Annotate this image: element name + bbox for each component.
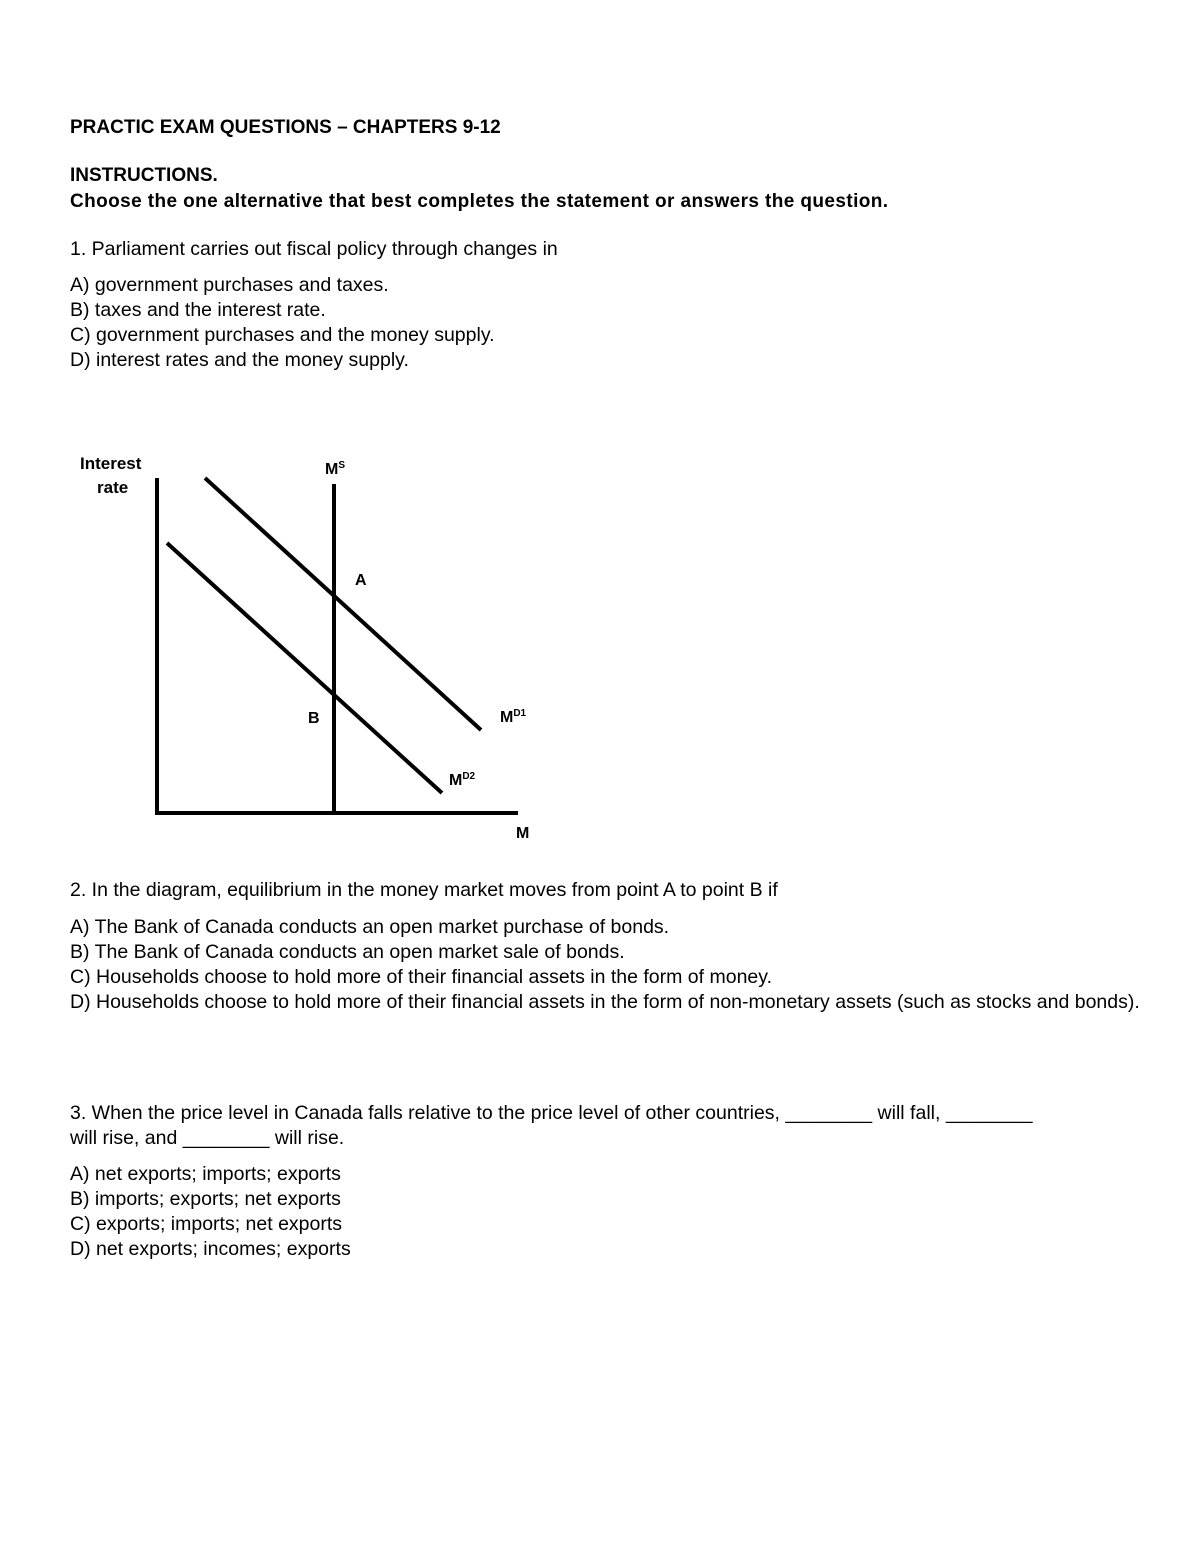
- y-axis-label-line2: rate: [97, 478, 129, 497]
- option-a: A) The Bank of Canada conducts an open market purchase of bonds.: [70, 916, 670, 938]
- y-axis-label-line1: Interest: [80, 454, 142, 473]
- x-axis-label: M: [516, 825, 530, 842]
- money-demand-1-line: [205, 478, 481, 730]
- point-a-label: A: [355, 572, 367, 589]
- question-3-text: 3. When the price level in Canada falls relative to the price level of other countries, ________ will fall, ________ will rise, and ________ will rise.: [70, 1102, 1033, 1149]
- option-a: A) government purchases and taxes.: [70, 274, 389, 296]
- question-1-text: 1. Parliament carries out fiscal policy through changes in: [70, 238, 558, 260]
- option-c: C) exports; imports; net exports: [70, 1213, 343, 1235]
- option-b: B) imports; exports; net exports: [70, 1188, 341, 1210]
- option-d: D) interest rates and the money supply.: [70, 349, 409, 371]
- point-b-label: B: [308, 710, 320, 727]
- instructions-heading: INSTRUCTIONS.: [70, 165, 218, 186]
- option-c: C) Households choose to hold more of their financial assets in the form of money.: [70, 966, 772, 988]
- question-2-text: 2. In the diagram, equilibrium in the money market moves from point A to point B if: [70, 879, 778, 901]
- question-3-options: [70, 1162, 351, 1262]
- money-supply-label: $M^S$: [325, 460, 345, 478]
- option-b: B) taxes and the interest rate.: [70, 299, 326, 321]
- option-c: C) government purchases and the money supply.: [70, 324, 495, 346]
- question-1-options: [70, 273, 495, 373]
- option-d: D) net exports; incomes; exports: [70, 1238, 351, 1260]
- money-demand-2-line: [167, 543, 442, 793]
- option-d: D) Households choose to hold more of their financial assets in the form of non-monetary assets (such as stocks and bonds).: [70, 991, 1140, 1013]
- money-market-diagram: [60, 440, 560, 850]
- question-2-options: [70, 915, 1140, 1015]
- money-demand-2-label: $M^{D2}$: [449, 771, 476, 789]
- money-demand-1-label: $M^{D1}$: [500, 708, 527, 726]
- instructions-text: Choose the one alternative that best completes the statement or answers the question.: [70, 191, 889, 212]
- page-title: PRACTIC EXAM QUESTIONS – CHAPTERS 9-12: [70, 117, 501, 138]
- option-b: B) The Bank of Canada conducts an open market sale of bonds.: [70, 941, 625, 963]
- option-a: A) net exports; imports; exports: [70, 1163, 341, 1185]
